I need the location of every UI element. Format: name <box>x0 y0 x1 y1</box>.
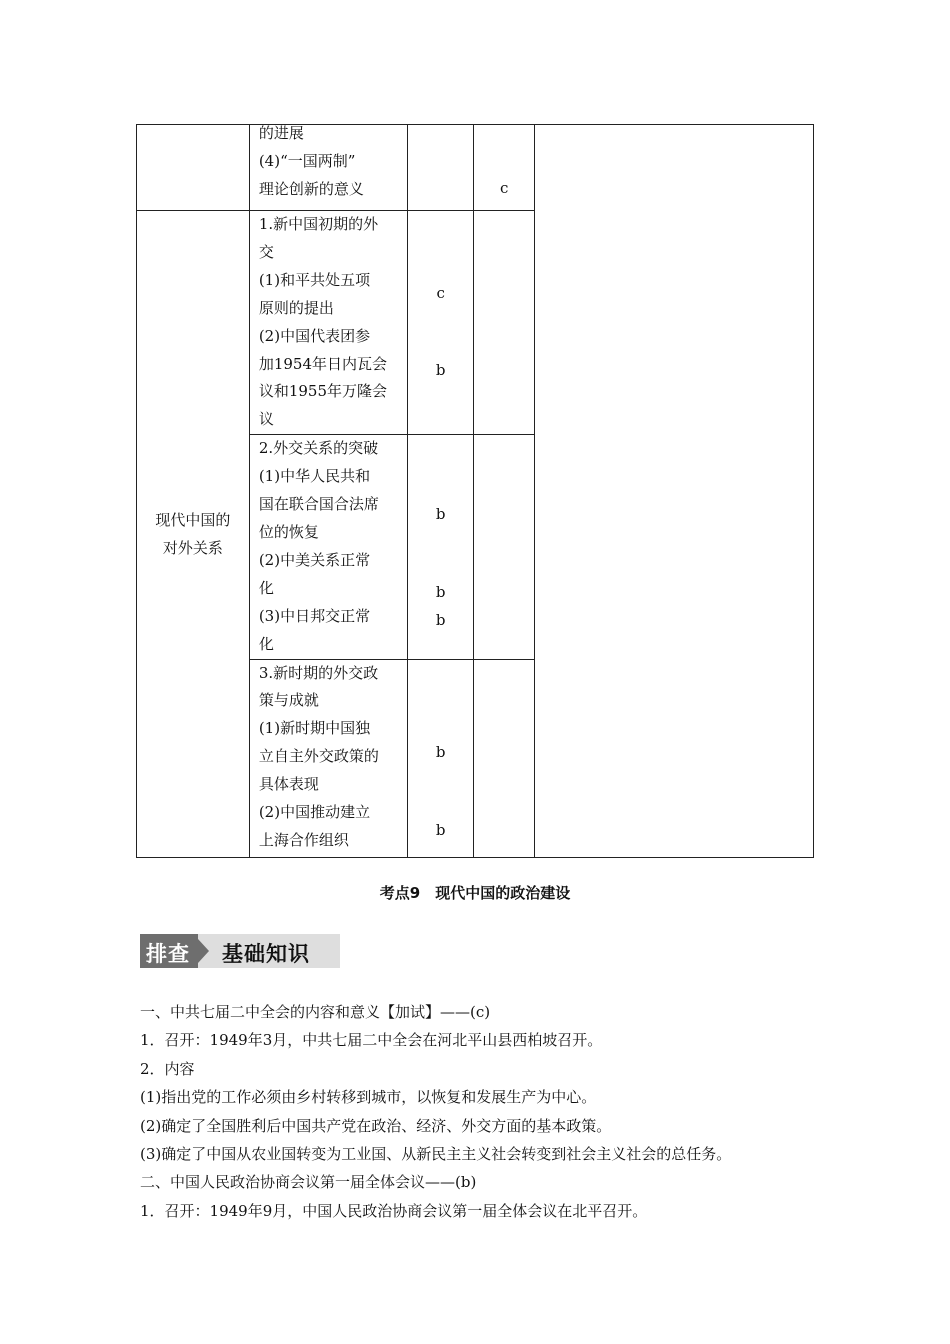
section-banner <box>140 934 340 968</box>
content-line: 国在联合国合法席 <box>258 495 379 514</box>
content-line: 1.新中国初期的外 <box>258 215 379 233</box>
content-cell <box>249 659 407 857</box>
content-line: (3)中日邦交正常 <box>258 606 371 625</box>
content-line: 上海合作组织 <box>258 830 349 849</box>
topic-label: 对外关系 <box>162 538 223 557</box>
paragraph: (1)指出党的工作必须由乡村转移到城市，以恢复和发展生产为中心。 <box>140 1088 597 1107</box>
paragraph: 1．召开：1949年3月，中共七届二中全会在河北平山县西柏坡召开。 <box>140 1031 603 1050</box>
level-cell <box>407 659 473 857</box>
level-cell <box>474 211 534 435</box>
content-line: 交 <box>258 242 274 261</box>
level-cell <box>407 125 473 211</box>
content-line: (1)中华人民共和 <box>258 467 371 486</box>
table-row <box>137 125 814 211</box>
content-line: 议 <box>258 410 274 429</box>
content-line: 3.新时期的外交政 <box>258 663 379 682</box>
level-cell <box>407 435 473 659</box>
content-line: 立自主外交政策的 <box>258 747 379 766</box>
content-line: 策与成就 <box>258 691 319 710</box>
paragraph: 一、中共七届二中全会的内容和意义【加试】——(c) <box>140 1003 491 1021</box>
paragraph: (2)确定了全国胜利后中国共产党在政治、经济、外交方面的基本政策。 <box>140 1116 612 1135</box>
level-value: b <box>435 361 446 379</box>
content-line: 2.外交关系的突破 <box>258 439 379 458</box>
notes-cell <box>534 125 813 858</box>
banner-label-left: 排查 <box>146 942 190 966</box>
content-line: 具体表现 <box>258 775 319 794</box>
content-line: (4)“一国两制” <box>258 151 356 170</box>
section-title: 考点9 现代中国的政治建设 <box>379 884 571 902</box>
content-cell <box>249 125 407 211</box>
level-cell <box>474 435 534 659</box>
level-value: c <box>499 179 509 197</box>
level-cell <box>407 211 473 435</box>
level-value: b <box>435 611 446 630</box>
content-cell <box>249 211 407 435</box>
content-line: (2)中美关系正常 <box>258 550 371 569</box>
level-value: b <box>435 742 446 761</box>
syllabus-table <box>136 124 814 858</box>
topic-label: 现代中国的 <box>155 510 231 529</box>
banner-label-right: 基础知识 <box>222 942 310 966</box>
topic-cell <box>137 211 250 858</box>
banner-arrow-icon <box>198 939 209 963</box>
content-line: 加1954年日内瓦会 <box>258 354 388 373</box>
content-line: (1)和平共处五项 <box>258 270 371 289</box>
content-line: 的进展 <box>258 124 304 142</box>
content-line: 化 <box>258 578 274 597</box>
paragraph: 1．召开：1949年9月，中国人民政治协商会议第一届全体会议在北平召开。 <box>140 1201 648 1220</box>
paragraph: 二、中国人民政治协商会议第一届全体会议——(b) <box>140 1173 477 1192</box>
content-line: 位的恢复 <box>258 522 319 541</box>
paragraph: 2．内容 <box>140 1059 195 1078</box>
content-line: 化 <box>258 634 274 653</box>
level-value: b <box>435 820 446 839</box>
level-cell <box>474 659 534 857</box>
level-value: c <box>436 284 445 302</box>
content-cell <box>249 435 407 659</box>
body-text <box>140 998 820 1225</box>
content-line: 理论创新的意义 <box>258 179 364 198</box>
content-line: 议和1955年万隆会 <box>258 382 388 401</box>
content-line: (1)新时期中国独 <box>258 719 371 738</box>
level-value: b <box>435 583 446 602</box>
content-line: (2)中国代表团参 <box>258 326 371 345</box>
content-line: 原则的提出 <box>258 298 334 317</box>
topic-cell <box>137 125 250 211</box>
content-line: (2)中国推动建立 <box>258 803 371 822</box>
paragraph: (3)确定了中国从农业国转变为工业国、从新民主主义社会转变到社会主义社会的总任务。 <box>140 1145 732 1164</box>
level-cell <box>474 125 534 211</box>
level-value: b <box>435 505 446 524</box>
